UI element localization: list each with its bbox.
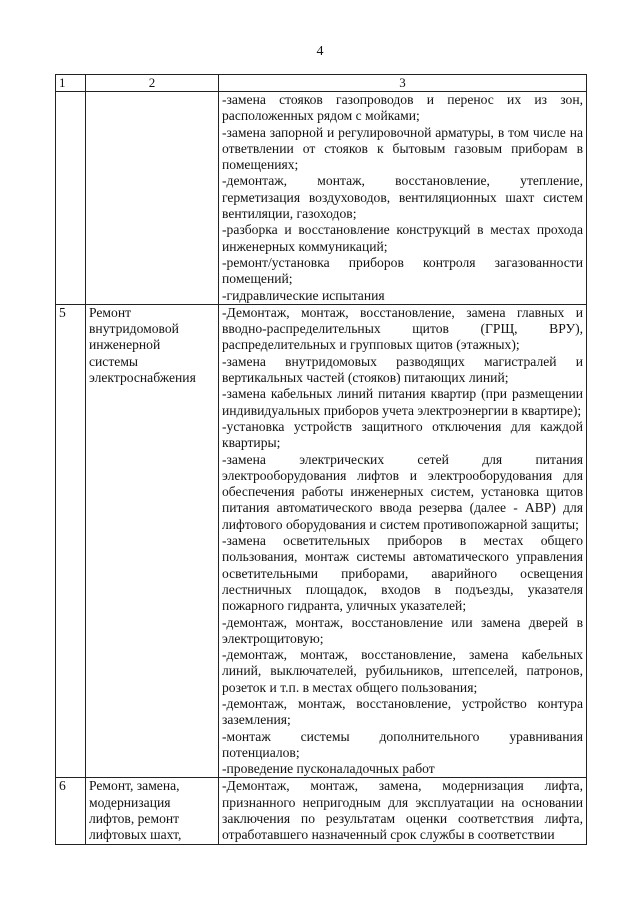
row-name-line: Ремонт, замена, [89,778,180,794]
row-name [86,92,219,305]
row-name-line: системы [89,353,139,369]
row-name-line: лифтовых шахт, [89,827,182,843]
row-works [219,304,587,778]
row-name-line: модернизация [89,794,171,810]
work-item: -демонтаж, монтаж, восстановление, утепление, герметизация воздуховодов, вентиляционных шахт систем вентиляции, газоходов; [222,173,583,222]
row-name-line: лифтов, ремонт [89,811,180,827]
work-item: -замена внутридомовых разводящих магистралей и вертикальных частей (стояков) питающих линий; [222,353,583,386]
row-number: 6 [56,778,86,844]
table-row [56,92,587,305]
row-name-line: электроснабжения [89,370,196,386]
work-item: -замена электрических сетей для питания электрооборудования лифтов и электрооборудования для обеспечения работы инженерных систем, установка щитов питания автоматического ввода резерва (далее - АВР) для лифтового оборудования и систем противопожарной защиты; [222,451,583,532]
header-col-name: 2 [86,75,219,92]
work-item: -монтаж системы дополнительного уравнивания потенциалов; [222,728,583,760]
work-item: -ремонт/установка приборов контроля загазованности помещений; [222,254,583,287]
work-item: -гидравлические испытания [222,287,385,303]
work-item: -замена запорной и регулировочной арматуры, в том числе на ответвлении от стояков к бытовым газовым приборам в помещениях; [222,124,583,173]
row-name-line: инженерной [89,337,161,353]
table-row [56,304,587,778]
work-item: -замена кабельных линий питания квартир (при размещении индивидуальных приборов учета электроэнергии в квартире); [222,386,583,418]
work-item: -демонтаж, монтаж, восстановление или замена дверей в электрощитовую; [222,614,583,646]
work-item: -демонтаж, монтаж, восстановление, замена кабельных линий, выключателей, рубильников, штепселей, патронов, розеток и т.п. в местах общего пользования; [222,647,583,695]
work-item: -Демонтаж, монтаж, восстановление, замена главных и вводно-распределительных щитов (ГРЩ, ВРУ), распределительных и групповых щитов (этажных); [222,304,583,353]
row-name-line: Ремонт [89,304,132,320]
row-name-line: внутридомовой [89,321,179,337]
row-works [219,92,587,305]
row-number: 5 [56,304,86,778]
work-item: -проведение пусконаладочных работ [222,761,435,777]
row-name [86,304,219,778]
work-item: -разборка и восстановление конструкций в местах прохода инженерных коммуникаций; [222,222,583,254]
table-row [56,778,587,844]
work-item: -Демонтаж, монтаж, замена, модернизация лифта, признанного непригодным для эксплуатации на основании заключения по результатам оценки соответствия лифта, отработавшего назначенный срок службы в соответствии [222,778,583,843]
works-table [55,74,587,845]
work-item: -замена стояков газопроводов и перенос их из зон, расположенных рядом с мойками; [222,92,583,124]
page-number: 4 [316,44,324,59]
work-item: -демонтаж, монтаж, восстановление, устройство контура заземления; [222,695,583,728]
table-header-row [56,75,587,92]
work-item: -замена осветительных приборов в местах общего пользования, монтаж системы автоматического управления осветительными приборами, аварийного освещения лестничных площадок, входов в подъезды, указателя пожарного гидранта, уличных указателей; [222,533,583,614]
row-name [86,778,219,844]
row-number [56,92,86,305]
header-col-number: 1 [56,75,86,92]
header-col-works: 3 [219,75,587,92]
work-item: -установка устройств защитного отключения для каждой квартиры; [222,418,583,451]
row-works [219,778,587,844]
